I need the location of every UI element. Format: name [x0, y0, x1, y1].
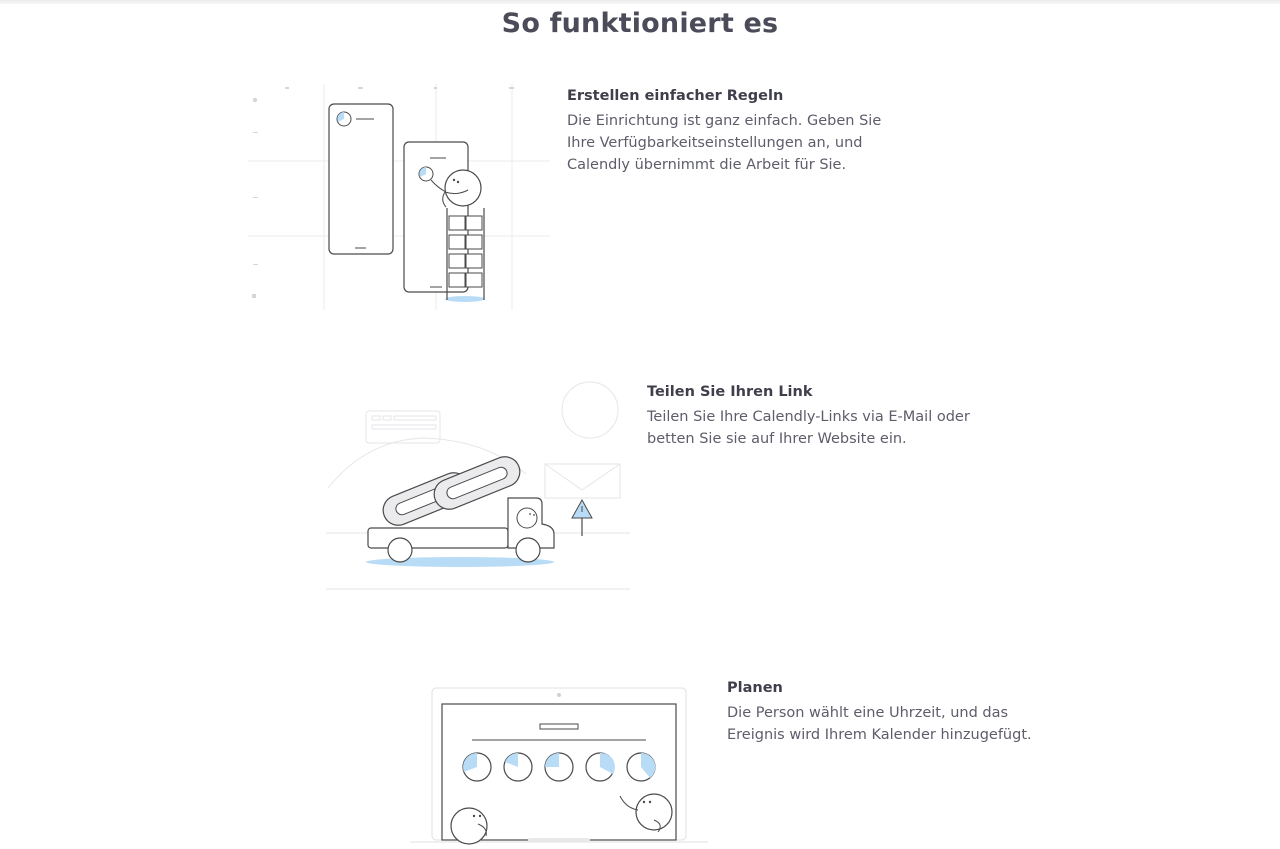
step-2-title: Teilen Sie Ihren Link [647, 384, 813, 400]
step-2-text [647, 384, 977, 450]
link-truck-illustration [326, 378, 630, 590]
phones-ladder-illustration [248, 82, 550, 312]
step-1-text [567, 88, 897, 176]
step-3-text [727, 680, 1057, 746]
link-truck-svg [326, 378, 630, 590]
top-shadow-bar [0, 0, 1280, 4]
step-1-description: Die Einrichtung ist ganz einfach. Geben Sie Ihre Verfügbarkeitseinstellungen an, und Calendly übernimmt die Arbeit für Sie. [567, 113, 882, 173]
laptop-clocks-svg [406, 682, 712, 845]
step-2-description: Teilen Sie Ihre Calendly-Links via E-Mail oder betten Sie sie auf Ihrer Website ein. [647, 409, 970, 447]
step-3-description: Die Person wählt eine Uhrzeit, und das Ereignis wird Ihrem Kalender hinzugefügt. [727, 705, 1032, 743]
section-title: So funktioniert es [501, 8, 779, 39]
step-1-title: Erstellen einfacher Regeln [567, 88, 784, 104]
phones-ladder-svg [248, 82, 550, 312]
step-3-title: Planen [727, 680, 783, 696]
laptop-clocks-illustration [406, 682, 712, 845]
